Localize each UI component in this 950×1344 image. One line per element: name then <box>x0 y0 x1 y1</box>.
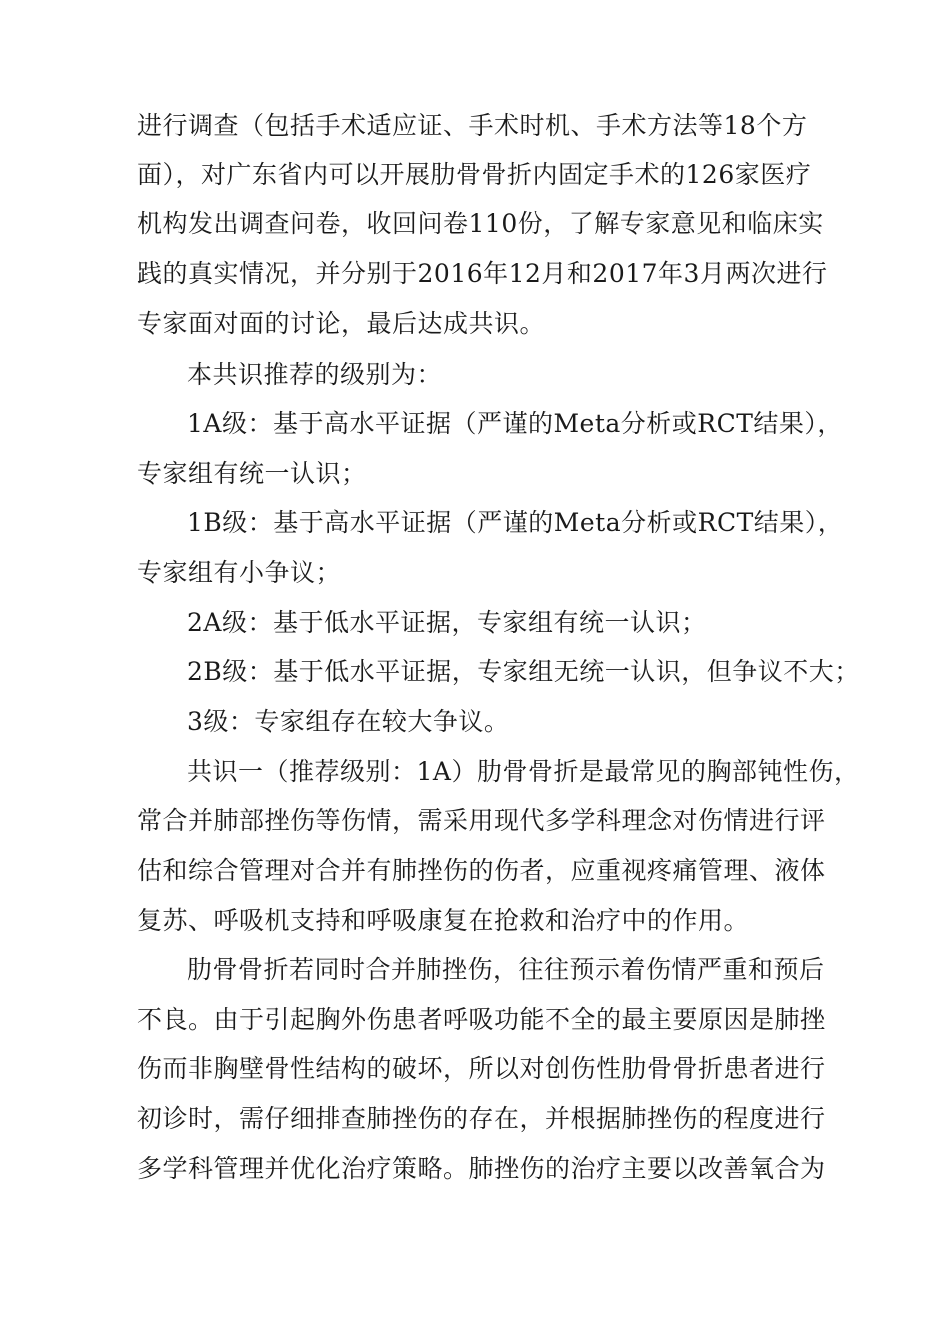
text-line: 2B级：基于低水平证据，专家组无统一认识，但争议不大； <box>187 657 860 686</box>
text-line: 估和综合管理对合并有肺挫伤的伤者，应重视疼痛管理、液体 <box>137 856 826 885</box>
text-line: 不良。由于引起胸外伤患者呼吸功能不全的最主要原因是肺挫 <box>137 1005 826 1034</box>
text-line: 本共识推荐的级别为： <box>187 360 443 389</box>
text-line: 多学科管理并优化治疗策略。肺挫伤的治疗主要以改善氧合为 <box>137 1154 826 1183</box>
text-line: 专家组有统一认识； <box>137 459 367 488</box>
text-line: 3级：专家组存在较大争议。 <box>187 707 510 736</box>
text-line: 初诊时，需仔细排查肺挫伤的存在，并根据肺挫伤的程度进行 <box>137 1104 826 1133</box>
text-line: 伤而非胸壁骨性结构的破坏，所以对创伤性肋骨骨折患者进行 <box>137 1054 826 1083</box>
text-line: 机构发出调查问卷，收回问卷110份，了解专家意见和临床实 <box>137 209 824 238</box>
text-line: 专家组有小争议； <box>137 558 342 587</box>
text-line: 常合并肺部挫伤等伤情，需采用现代多学科理念对伤情进行评 <box>137 806 826 835</box>
text-line: 肋骨骨折若同时合并肺挫伤，往往预示着伤情严重和预后 <box>187 955 825 984</box>
text-line: 1B级：基于高水平证据（严谨的Meta分析或RCT结果）， <box>187 508 844 537</box>
text-line: 2A级：基于低水平证据，专家组有统一认识； <box>187 608 707 637</box>
text-line: 进行调查（包括手术适应证、手术时机、手术方法等18个方 <box>137 111 808 140</box>
text-line: 面），对广东省内可以开展肋骨骨折内固定手术的126家医疗 <box>137 160 812 189</box>
text-line: 复苏、呼吸机支持和呼吸康复在抢救和治疗中的作用。 <box>137 906 750 935</box>
text-line: 践的真实情况，并分别于2016年12月和2017年3月两次进行 <box>137 259 828 288</box>
text-line: 专家面对面的讨论，最后达成共识。 <box>137 309 546 338</box>
text-line: 1A级：基于高水平证据（严谨的Meta分析或RCT结果）， <box>187 409 843 438</box>
text-line: 共识一（推荐级别：1A）肋骨骨折是最常见的胸部钝性伤， <box>187 757 860 786</box>
